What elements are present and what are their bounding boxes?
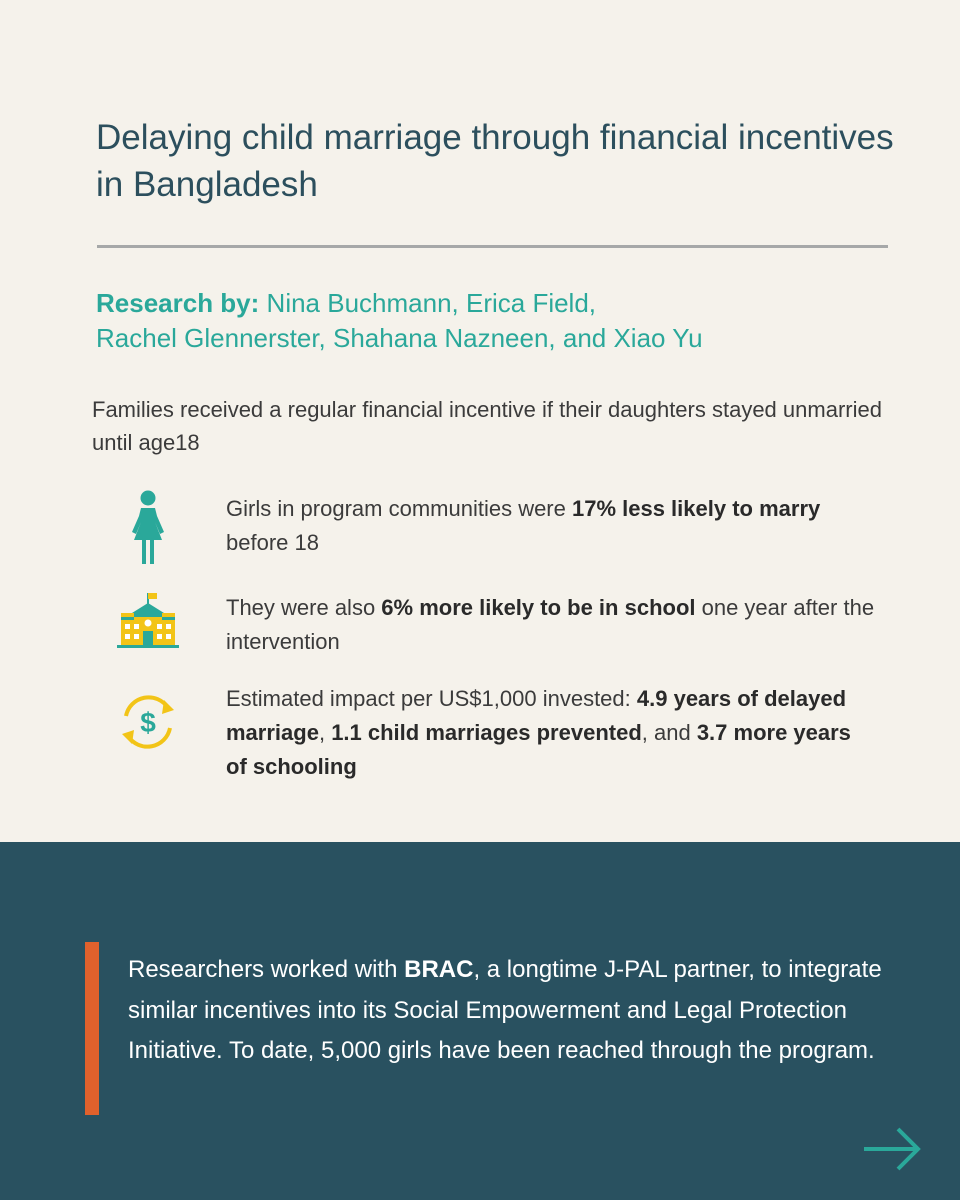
dollar-cycle-icon	[112, 682, 184, 762]
school-icon	[112, 579, 184, 659]
finding-highlight: 4.9 years of delayed marriage	[226, 686, 847, 745]
partner-quote: Researchers worked with BRAC, a longtime J-PAL partner, to integrate similar incentives into its Social Empowerment and Legal Protection Initiative. To date, 5,000 girls have been reached through the program.	[128, 956, 882, 1064]
title-divider	[97, 245, 888, 248]
intro-text: Families received a regular financial incentive if their daughters stayed unmarried until age18	[92, 397, 882, 455]
research-label: Research by:	[96, 288, 260, 318]
finding-highlight: 17% less likely to marry	[571, 496, 821, 521]
finding-highlight: 3.7 more years of schooling	[226, 720, 851, 779]
research-credits	[96, 286, 916, 356]
finding-highlight: 6% more likely to be in school	[381, 595, 696, 620]
next-button[interactable]	[860, 1124, 924, 1174]
research-authors-line1: Nina Buchmann, Erica Field,	[259, 288, 597, 318]
svg-text:$: $	[140, 707, 156, 738]
woman-icon	[112, 488, 184, 568]
partner-name: BRAC	[404, 956, 474, 983]
arrow-right-icon	[860, 1124, 924, 1174]
research-authors-line2: Rachel Glennerster, Shahana Nazneen, and Xiao Yu	[96, 323, 703, 353]
finding-text: Estimated impact per US$1,000 invested: 4.9 years of delayed marriage, 1.1 child marriages prevented, and 3.7 more years of schooling	[226, 686, 851, 779]
finding-highlight: 1.1 child marriages prevented	[331, 720, 642, 745]
finding-text: They were also 6% more likely to be in school one year after the intervention	[226, 595, 875, 654]
finding-text: Girls in program communities were 17% less likely to marry before 18	[226, 496, 821, 555]
page-title: Delaying child marriage through financial incentives in Bangladesh	[96, 118, 894, 204]
quote-accent-bar	[85, 942, 99, 1115]
